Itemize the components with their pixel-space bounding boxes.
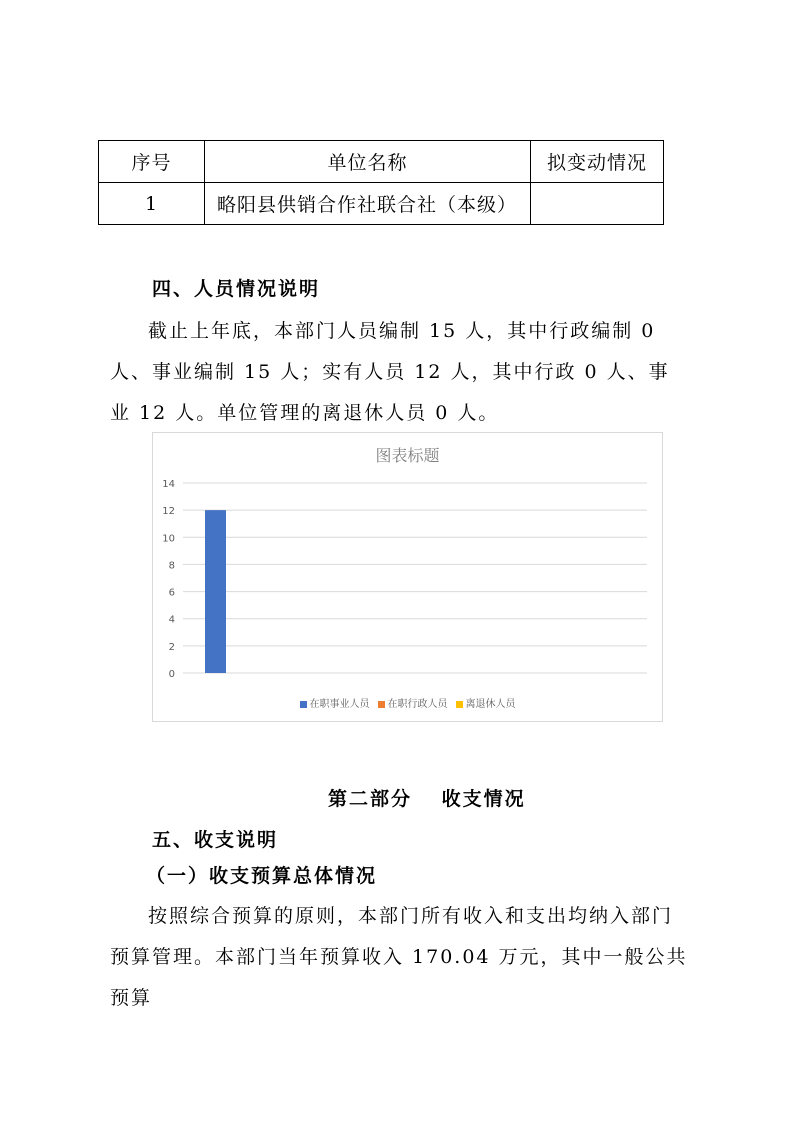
- unit-change-table: [98, 140, 664, 225]
- cell-change: [531, 183, 664, 225]
- legend-swatch: [456, 701, 463, 708]
- header-index: 序号: [99, 141, 205, 183]
- legend-label: 在职行政人员: [387, 699, 448, 710]
- budget-paragraph: 按照综合预算的原则，本部门所有收入和支出均纳入部门预算管理。本部门当年预算收入 170.04 万元，其中一般公共预算: [110, 905, 688, 1009]
- y-tick-label: 0: [168, 669, 175, 680]
- legend-item: [456, 695, 516, 710]
- chart-legend: [153, 695, 662, 710]
- part-two-title: 第二部分 收支情况: [328, 788, 526, 810]
- cell-index: 1: [99, 183, 205, 225]
- cell-unit-name: 略阳县供销合作社联合社（本级）: [205, 183, 531, 225]
- legend-swatch: [378, 701, 385, 708]
- y-tick-label: 4: [168, 614, 175, 626]
- y-tick-label: 2: [168, 641, 175, 653]
- table-header-row: [99, 141, 664, 183]
- y-tick-label: 10: [162, 533, 175, 545]
- bar-0: [205, 510, 226, 673]
- legend-item: [300, 695, 370, 710]
- y-tick-label: 14: [162, 479, 175, 490]
- legend-label: 在职事业人员: [309, 699, 370, 710]
- header-change: 拟变动情况: [531, 141, 664, 183]
- legend-label: 离退休人员: [465, 699, 516, 710]
- staff-paragraph: 截止上年底，本部门人员编制 15 人，其中行政编制 0 人、事业编制 15 人；实有人员 12 人，其中行政 0 人、事业 12 人。单位管理的离退休人员 0 人。: [110, 320, 670, 424]
- header-unit-name: 单位名称: [205, 141, 531, 183]
- section-heading-staff: 四、人员情况说明: [152, 278, 321, 300]
- chart-plot: [153, 433, 662, 721]
- staff-chart: [152, 432, 663, 722]
- chart-title: 图表标题: [375, 446, 440, 465]
- subheading-budget-overview: （一）收支预算总体情况: [146, 865, 378, 887]
- legend-swatch: [300, 701, 307, 708]
- y-tick-label: 12: [162, 506, 175, 518]
- section-heading-budget: 五、收支说明: [152, 829, 279, 851]
- y-tick-label: 6: [168, 587, 175, 599]
- legend-item: [378, 695, 448, 710]
- y-tick-label: 8: [168, 560, 175, 572]
- table-row: [99, 183, 664, 225]
